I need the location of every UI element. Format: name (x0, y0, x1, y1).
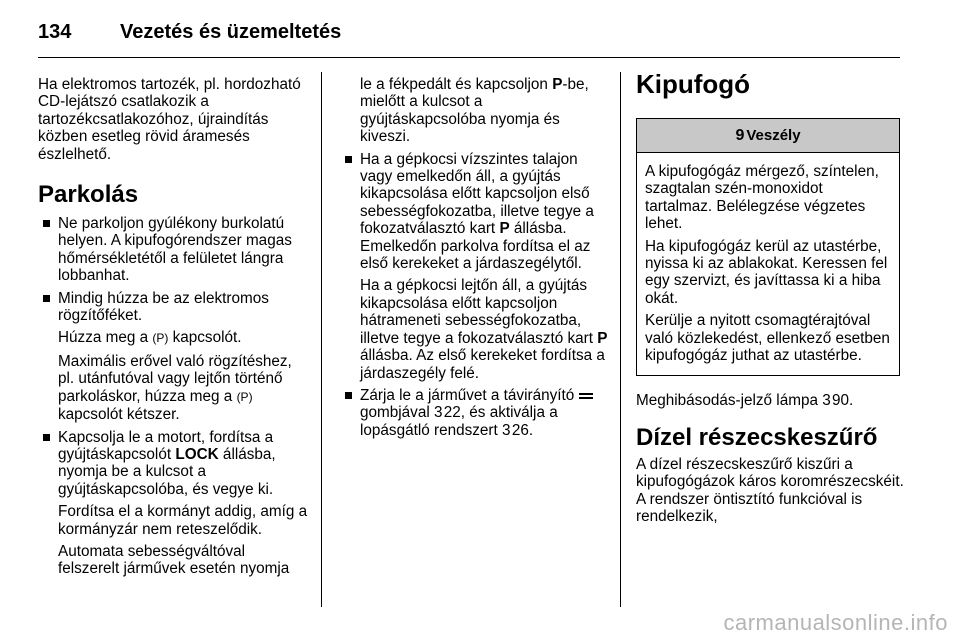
chapter-title: Vezetés és üzemeltetés (120, 20, 342, 43)
list-item: Ne parkoljon gyúlékony burkolatú helyen. A kipufogórendszer magas hőmérsékletétől a felületet lángra lobbanhat. (38, 215, 308, 285)
warning-header (637, 119, 899, 153)
list-item-continuation: Automata sebességváltóval felszerelt járművek esetén nyomja (58, 542, 290, 578)
header-rule (38, 57, 900, 58)
watermark: carmanualsonline.info (723, 610, 948, 635)
list-item-continuation: Húzza meg a (P) kapcsolót. (58, 329, 242, 347)
column-3 (636, 68, 904, 531)
page-ref-arrow-icon: 3 (822, 392, 831, 410)
list-item: Zárja le a járművet a távirányító gombjával 3 22, és aktiválja a lopásgátló rendszert 3 26. (340, 387, 608, 439)
warning-title: Veszély (746, 126, 801, 144)
page-ref[interactable]: 90 (832, 392, 850, 410)
parking-brake-icon: (P) (152, 331, 169, 346)
column-1 (38, 76, 308, 578)
warning-paragraph: A kipufogógáz mérgező, színtelen, szagtalan szén-monoxidot tartalmaz. Belélegzése végzetes lehet. (645, 163, 879, 233)
column-divider-2 (620, 72, 621, 607)
list-item: Kapcsolja le a motort, fordítsa a gyújtáskapcsolót LOCK állásba, nyomja be a kulcsot a gyújtáskapcsolóba, és vegye ki. (38, 429, 308, 499)
lock-button-icon (579, 391, 593, 401)
list-item-continuation: Ha a gépkocsi lejtőn áll, a gyújtás kikapcsolása előtt kapcsoljon hátrameneti sebességfokozatba, illetve tegye a fokozatválasztó kart P állásba. Az első kerekeket fordítsa a járdaszegély felé. (360, 277, 608, 382)
warning-paragraph: Kerülje a nyitott csomagtérajtóval való közlekedést, ellenkező esetben kipufogógáz juthat az utastérbe. (645, 312, 890, 365)
list-item-continuation: Maximális erővel való rögzítéshez, pl. utánfutóval vagy lejtőn történő parkoláskor, húzza meg a (P) kapcsolót kétszer. (58, 352, 292, 424)
list-item: Mindig húzza be az elektromos rögzítőféket. (38, 290, 308, 325)
page-header (38, 16, 341, 48)
warning-paragraph: Ha kipufogógáz kerül az utastérbe, nyissa ki az ablakokat. Keressen fel egy szervizt, és javíttassa ki a hiba okát. (645, 237, 888, 307)
intro-paragraph: Ha elektromos tartozék, pl. hordozható CD-lejátszó csatlakozik a tartozékcsatlakozóhoz, újraindítás közben esetleg rövid áramesés észlelhető. (38, 76, 301, 163)
section-heading-dpf: Dízel részecskeszűrő (636, 423, 878, 451)
list-item-continuation: le a fékpedált és kapcsoljon P-be, mielőtt a kulcsot a gyújtáskapcsolóba nyomja és kiveszi. (360, 76, 589, 146)
lamp-reference: Meghibásodás-jelző lámpa 3 90. (636, 392, 854, 410)
page-ref[interactable]: 22 (443, 404, 461, 422)
list-item-continuation: Fordítsa el a kormányt addig, amíg a kormányzár nem reteszelődik. (58, 503, 308, 538)
page-ref-arrow-icon: 3 (433, 404, 443, 422)
dpf-paragraph: A dízel részecskeszűrő kiszűri a kipufogógázok káros koromrészecskéit. A rendszer öntisztító funkcióval is rendelkezik, (636, 455, 904, 526)
section-heading-parking: Parkolás (38, 181, 139, 209)
column-2 (340, 76, 608, 444)
parking-brake-icon: (P) (236, 389, 253, 404)
column-divider-1 (321, 72, 322, 607)
danger-warning-box (636, 118, 900, 376)
page-number: 134 (38, 20, 72, 43)
list-item: Ha a gépkocsi vízszintes talajon vagy emelkedőn áll, a gyújtás kikapcsolása előtt kapcsoljon első sebességfokozatba, illetve tegye a fokozatválasztó kart P állásba. Emelkedőn parkolva fordítsa el az első kerekeket a járdaszegélytől. (340, 151, 608, 273)
section-heading-exhaust: Kipufogó (636, 69, 751, 99)
page-ref[interactable]: 26 (511, 421, 529, 439)
warning-body (637, 153, 899, 375)
warning-triangle-icon: 9 (735, 126, 745, 144)
page-ref-arrow-icon: 3 (502, 421, 511, 439)
